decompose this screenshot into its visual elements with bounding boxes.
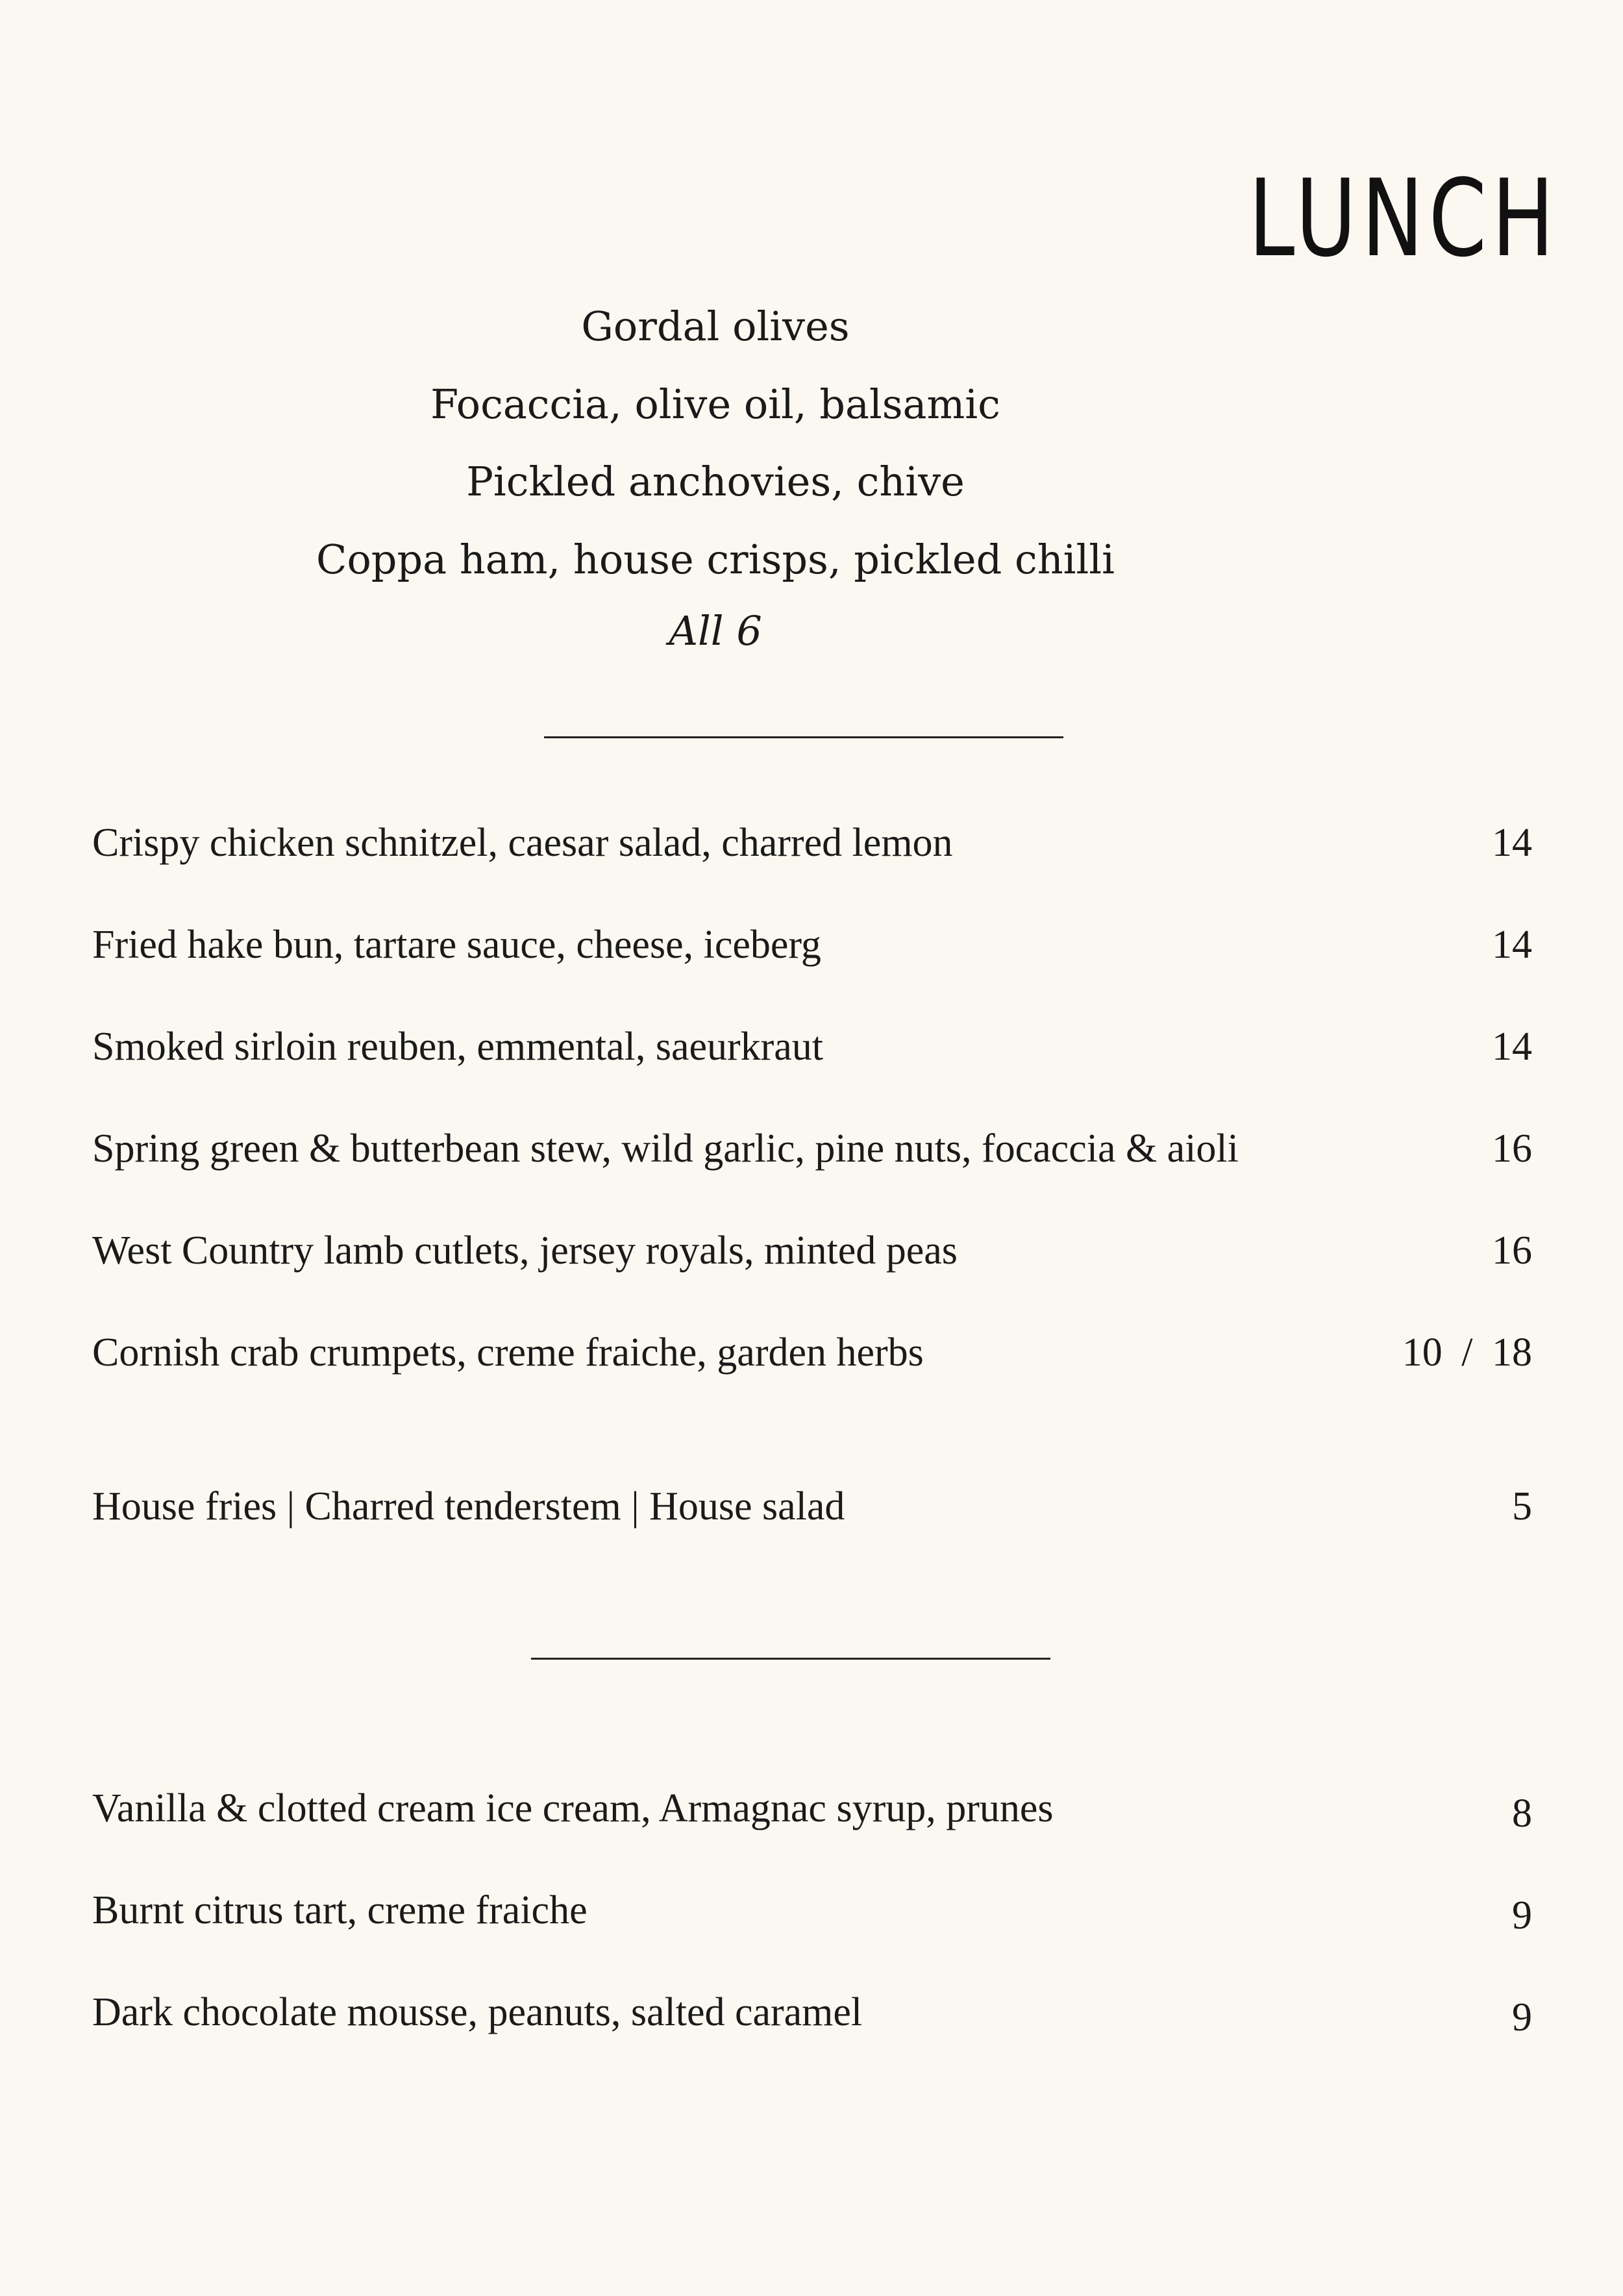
dish-name: Vanilla & clotted cream ice cream, Armagnac syrup, prunes	[92, 1786, 1054, 1830]
dish-name: Fried hake bun, tartare sauce, cheese, iceberg	[92, 923, 821, 967]
menu-item	[92, 1782, 1532, 1834]
snack-item: Gordal olives	[581, 303, 850, 350]
dish-name: Burnt citrus tart, creme fraiche	[92, 1888, 588, 1932]
dish-price: 14	[1492, 1025, 1532, 1069]
dish-price: 8	[1512, 1791, 1532, 1836]
dish-name: Crispy chicken schnitzel, caesar salad, charred lemon	[92, 821, 953, 865]
menu-item	[92, 1327, 1532, 1379]
section-divider	[544, 736, 1063, 738]
menu-item	[92, 919, 1532, 971]
snacks-price: All 6	[669, 607, 762, 655]
dish-price: 16	[1492, 1229, 1532, 1273]
menu-item	[92, 1986, 1532, 2038]
dish-name: Spring green & butterbean stew, wild garlic, pine nuts, focaccia & aioli	[92, 1127, 1239, 1171]
section-divider	[531, 1658, 1050, 1660]
dish-name: Dark chocolate mousse, peanuts, salted caramel	[92, 1990, 863, 2034]
snack-item: Focaccia, olive oil, balsamic	[430, 381, 1000, 428]
menu-item	[92, 817, 1532, 869]
dish-price: 16	[1492, 1127, 1532, 1171]
dish-price: 9	[1512, 1893, 1532, 1938]
sides-price: 5	[1512, 1484, 1532, 1529]
dish-price: 14	[1492, 923, 1532, 967]
sides-row	[92, 1480, 1532, 1532]
dish-price: 9	[1512, 1995, 1532, 2040]
menu-item	[92, 1884, 1532, 1936]
menu-title: LUNCH	[1248, 156, 1559, 281]
dish-name: West Country lamb cutlets, jersey royals, minted peas	[92, 1229, 958, 1273]
menu-item	[92, 1225, 1532, 1277]
dish-name: Smoked sirloin reuben, emmental, saeurkraut	[92, 1025, 824, 1069]
menu-item	[92, 1123, 1532, 1175]
dish-price: 14	[1492, 821, 1532, 865]
snack-item: Pickled anchovies, chive	[466, 458, 965, 505]
sides-list: House fries | Charred tenderstem | House salad	[92, 1484, 845, 1529]
dish-name: Cornish crab crumpets, creme fraiche, garden herbs	[92, 1330, 924, 1375]
snack-item: Coppa ham, house crisps, pickled chilli	[316, 536, 1115, 583]
menu-item	[92, 1021, 1532, 1073]
dish-price: 10 / 18	[1402, 1330, 1532, 1375]
